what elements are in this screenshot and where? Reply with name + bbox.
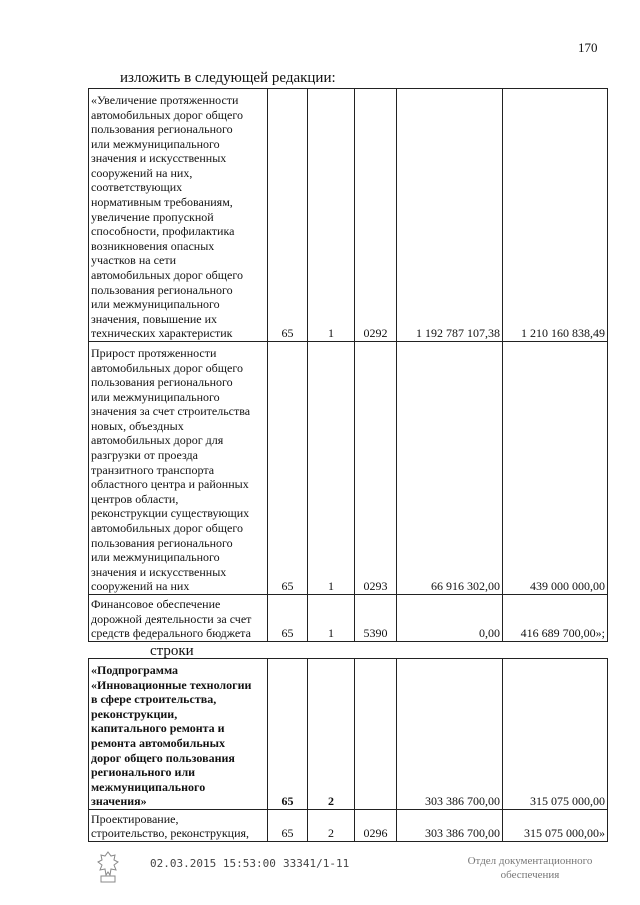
row-value-2: 315 075 000,00	[503, 659, 608, 810]
row-code-1: 65	[268, 810, 308, 842]
row-name: Прирост протяженности автомобильных дорог общего пользования регионального или межмуниципального значения за счет строительства новых, объездных автомобильных дорог для разгрузки от проезда транзитного транспорта областного центра и районных центров области, реконструкции существующих автомобильных дорог общего пользования регионального или межмуниципального значения и искусственных сооружений на них	[89, 342, 268, 595]
footer-department-stamp: Отдел документационного обеспечения	[467, 855, 593, 881]
row-value-1: 0,00	[397, 595, 503, 642]
row-code-3: 0292	[355, 89, 397, 342]
page-number: 170	[578, 40, 598, 55]
row-name: Финансовое обеспечение дорожной деятельности за счет средств федерального бюджета	[89, 595, 268, 642]
row-code-2: 1	[308, 89, 355, 342]
footer-datetime: 02.03.2015 15:53:00	[150, 857, 276, 870]
row-value-1: 303 386 700,00	[397, 659, 503, 810]
row-code-2: 2	[308, 810, 355, 842]
row-value-2: 1 210 160 838,49	[503, 89, 608, 342]
row-name: «Увеличение протяженности автомобильных дорог общего пользования регионального или межмуниципального значения и искусственных сооружений на них, соответствующих нормативным требованиям, увеличение пропускной способности, профилактика возникновения опасных участков на сети автомобильных дорог общего пользования регионального или межмуниципального значения, повышение их технических характеристик	[89, 89, 268, 342]
table-row	[89, 659, 608, 810]
footer-doc-number: 33341/1-11	[283, 857, 350, 870]
row-value-1: 1 192 787 107,38	[397, 89, 503, 342]
row-code-2: 1	[308, 342, 355, 595]
budget-table-2	[88, 658, 608, 842]
row-code-3	[355, 659, 397, 810]
row-value-1: 303 386 700,00	[397, 810, 503, 842]
row-code-3: 0293	[355, 342, 397, 595]
row-name: «Подпрограмма «Инновационные технологии в сфере строительства, реконструкции, капитального ремонта и ремонта автомобильных дорог общего пользования регионального или межмуниципального значения»	[89, 659, 268, 810]
row-code-3: 5390	[355, 595, 397, 642]
row-value-2: 439 000 000,00	[503, 342, 608, 595]
row-value-1: 66 916 302,00	[397, 342, 503, 595]
table-row	[89, 810, 608, 842]
intro-text: изложить в следующей редакции:	[120, 70, 336, 86]
table-row	[89, 89, 608, 342]
row-code-3: 0296	[355, 810, 397, 842]
budget-table-1	[88, 88, 608, 642]
row-code-1: 65	[268, 342, 308, 595]
row-value-2: 416 689 700,00»;	[503, 595, 608, 642]
row-code-2: 1	[308, 595, 355, 642]
row-code-1: 65	[268, 89, 308, 342]
coat-of-arms-icon	[95, 850, 121, 884]
row-code-1: 65	[268, 595, 308, 642]
strings-label: строки	[150, 643, 194, 659]
table-row	[89, 595, 608, 642]
row-value-2: 315 075 000,00»	[503, 810, 608, 842]
row-code-2: 2	[308, 659, 355, 810]
row-code-1: 65	[268, 659, 308, 810]
row-name: Проектирование, строительство, реконструкция,	[89, 810, 268, 842]
table-row	[89, 342, 608, 595]
